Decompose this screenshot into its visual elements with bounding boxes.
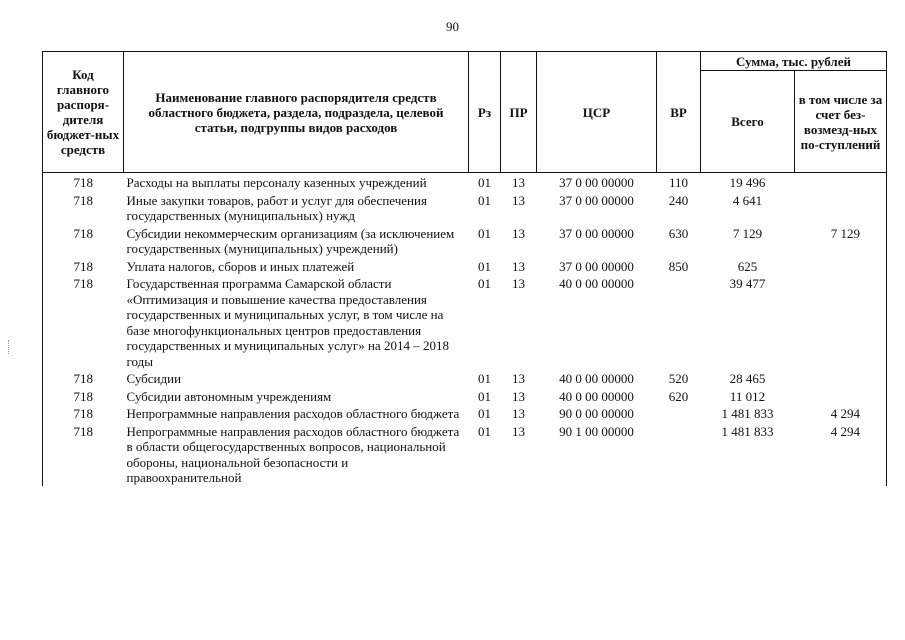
cell-free xyxy=(795,369,887,387)
cell-code: 718 xyxy=(43,369,124,387)
cell-code: 718 xyxy=(43,274,124,369)
cell-total: 11 012 xyxy=(729,388,766,404)
cell-code: 718 xyxy=(43,191,124,224)
header-sum: Сумма, тыс. рублей xyxy=(701,52,887,71)
cell-csr: 37 0 00 00000 xyxy=(559,258,634,274)
cell-free: 4 294 xyxy=(795,404,887,422)
cell-vr xyxy=(657,404,701,422)
header-name: Наименование главного распорядителя средств областного бюджета, раздела, подраздела, целевой статьи, подгруппы видов расходов xyxy=(124,52,469,173)
cell-total: 1 481 833 xyxy=(721,423,774,439)
table-row xyxy=(43,191,887,224)
table-row xyxy=(43,422,887,486)
cell-code: 718 xyxy=(43,224,124,257)
table-row xyxy=(43,274,887,369)
cell-rz: 01 xyxy=(478,175,491,190)
cell-free: 4 294 xyxy=(795,422,887,486)
cell-pr: 13 xyxy=(512,225,525,241)
cell-name: Иные закупки товаров, работ и услуг для обеспечения государственных (муниципальных) нужд xyxy=(126,192,427,223)
cell-pr: 13 xyxy=(512,388,525,404)
cell-total: 28 465 xyxy=(729,371,766,386)
cell-total: 39 477 xyxy=(729,276,766,291)
cell-vr: 850 xyxy=(668,258,689,274)
cell-name: Субсидии автономным учреждениям xyxy=(126,388,332,404)
scan-artifact xyxy=(8,340,15,354)
cell-vr: 620 xyxy=(668,388,689,404)
header-free: в том числе за счет без-возмезд-ных по-ступлений xyxy=(795,71,887,173)
cell-name: Субсидии xyxy=(126,371,182,386)
header-csr: ЦСР xyxy=(537,52,657,173)
cell-free: 7 129 xyxy=(795,224,887,257)
table-row xyxy=(43,404,887,422)
header-vr: ВР xyxy=(657,52,701,173)
header-row-1 xyxy=(43,52,887,71)
cell-code: 718 xyxy=(43,173,124,191)
cell-name: Государственная программа Самарской области «Оптимизация и повышение качества предоставления государственных и муниципальных услуг, в том числе на базе многофункциональных центров предоставления государственных и муниципальных услуг» на 2014 – 2018 годы xyxy=(126,276,449,369)
cell-rz: 01 xyxy=(478,388,491,404)
cell-csr: 90 0 00 00000 xyxy=(559,406,634,421)
cell-pr: 13 xyxy=(512,276,525,291)
cell-rz: 01 xyxy=(478,192,491,208)
cell-vr: 110 xyxy=(668,175,689,190)
cell-vr: 520 xyxy=(668,371,689,386)
cell-total: 7 129 xyxy=(732,225,763,241)
cell-rz: 01 xyxy=(478,276,491,291)
cell-vr: 240 xyxy=(668,192,689,208)
cell-free xyxy=(795,387,887,405)
header-pr: ПР xyxy=(501,52,537,173)
cell-free xyxy=(795,173,887,191)
cell-pr: 13 xyxy=(512,406,525,421)
cell-total: 4 641 xyxy=(732,192,763,208)
cell-code: 718 xyxy=(43,404,124,422)
cell-pr: 13 xyxy=(512,258,525,274)
cell-total: 1 481 833 xyxy=(721,406,774,421)
cell-csr: 37 0 00 00000 xyxy=(559,225,634,241)
cell-free xyxy=(795,274,887,369)
cell-pr: 13 xyxy=(512,175,525,190)
cell-name: Расходы на выплаты персоналу казенных учреждений xyxy=(126,175,427,190)
cell-name: Непрограммные направления расходов областного бюджета xyxy=(126,406,460,421)
cell-pr: 13 xyxy=(512,423,525,439)
table-row xyxy=(43,387,887,405)
cell-csr: 40 0 00 00000 xyxy=(559,371,634,386)
cell-name: Уплата налогов, сборов и иных платежей xyxy=(126,258,355,274)
cell-vr xyxy=(657,422,701,486)
cell-csr: 37 0 00 00000 xyxy=(559,175,634,190)
header-code: Код главного распоря-дителя бюджет-ных средств xyxy=(43,52,124,173)
table-row xyxy=(43,173,887,191)
cell-csr: 37 0 00 00000 xyxy=(559,192,634,208)
header-rz: Рз xyxy=(469,52,501,173)
cell-csr: 40 0 00 00000 xyxy=(559,388,634,404)
cell-rz: 01 xyxy=(478,423,491,439)
cell-code: 718 xyxy=(43,422,124,486)
cell-name: Непрограммные направления расходов областного бюджета в области общегосударственных вопросов, национальной обороны, национальной безопасности и правоохранительной xyxy=(126,423,460,485)
cell-total: 625 xyxy=(737,258,758,274)
cell-rz: 01 xyxy=(478,406,491,421)
cell-rz: 01 xyxy=(478,225,491,241)
cell-vr xyxy=(657,274,701,369)
cell-pr: 13 xyxy=(512,192,525,208)
cell-name: Субсидии некоммерческим организациям (за исключением государственных (муниципальных) учреждений) xyxy=(126,225,455,256)
cell-csr: 90 1 00 00000 xyxy=(559,423,634,439)
header-total: Всего xyxy=(701,71,795,173)
page-number: 90 xyxy=(446,19,459,34)
cell-pr: 13 xyxy=(512,371,525,386)
table-body xyxy=(43,173,887,486)
cell-free xyxy=(795,257,887,275)
cell-total: 19 496 xyxy=(729,175,766,190)
cell-rz: 01 xyxy=(478,371,491,386)
cell-free xyxy=(795,191,887,224)
table-row xyxy=(43,257,887,275)
cell-vr: 630 xyxy=(668,225,689,241)
table-row xyxy=(43,224,887,257)
cell-code: 718 xyxy=(43,257,124,275)
table-row xyxy=(43,369,887,387)
budget-table xyxy=(42,51,887,486)
cell-csr: 40 0 00 00000 xyxy=(559,276,634,291)
cell-code: 718 xyxy=(43,387,124,405)
cell-rz: 01 xyxy=(478,258,491,274)
